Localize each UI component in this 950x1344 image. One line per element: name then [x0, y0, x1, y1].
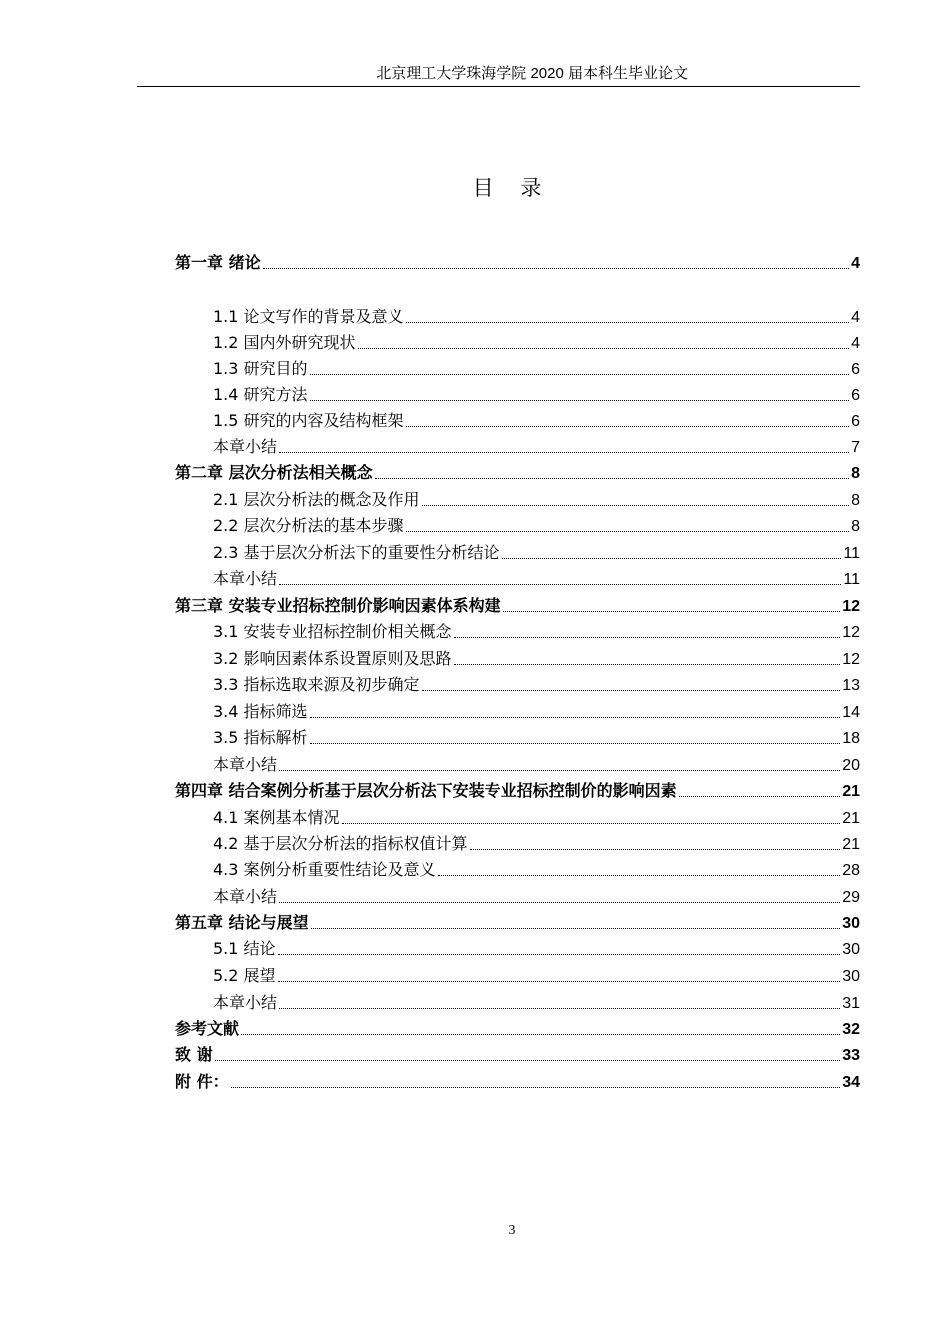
toc-entry-label: 4.1 案例基本情况	[213, 808, 340, 827]
toc-dot-leader	[438, 875, 841, 876]
toc-entry-page: 11	[843, 571, 860, 588]
toc-dot-leader	[422, 690, 841, 691]
toc-section-entry[interactable]	[213, 304, 860, 330]
toc-dot-leader	[503, 611, 841, 612]
toc-entry-page: 12	[842, 651, 860, 668]
toc-dot-leader	[310, 400, 850, 401]
toc-entry-page: 8	[851, 465, 860, 482]
toc-dot-leader	[311, 928, 841, 929]
toc-entry-label: 3.5 指标解析	[213, 728, 308, 747]
toc-dot-leader	[454, 664, 841, 665]
running-header: 北京理工大学珠海学院 2020 届本科生毕业论文	[376, 65, 688, 82]
toc-section-entry[interactable]	[213, 672, 860, 698]
toc-section-entry[interactable]	[213, 382, 860, 408]
toc-section-entry[interactable]	[213, 646, 860, 672]
toc-entry-page: 30	[842, 941, 860, 958]
toc-section-entry[interactable]	[213, 805, 860, 831]
toc-dot-leader	[279, 584, 841, 585]
page-number: 3	[508, 1223, 516, 1238]
toc-entry-page: 21	[842, 836, 860, 853]
toc-entry-page: 20	[842, 757, 860, 774]
toc-chapter-entry[interactable]	[175, 778, 860, 804]
toc-dot-leader	[279, 452, 849, 453]
toc-entry-page: 4	[851, 309, 860, 326]
toc-dot-leader	[342, 823, 841, 824]
toc-section-entry[interactable]	[213, 831, 860, 857]
toc-entry-label: 2.1 层次分析法的概念及作用	[213, 490, 420, 509]
toc-dot-leader	[231, 1087, 841, 1088]
toc-entry-label: 致 谢	[175, 1045, 213, 1064]
toc-entry-label: 附 件：	[175, 1072, 229, 1091]
toc-dot-leader	[679, 796, 841, 797]
toc-dot-leader	[406, 322, 850, 323]
toc-section-entry[interactable]	[213, 487, 860, 513]
toc-dot-leader	[215, 1060, 841, 1061]
toc-entry-label: 4.2 基于层次分析法的指标权值计算	[213, 834, 468, 853]
toc-section-entry[interactable]	[213, 330, 860, 356]
toc-entry-label: 5.1 结论	[213, 939, 276, 958]
toc-entry-page: 30	[842, 915, 860, 932]
toc-entry-label: 第二章 层次分析法相关概念	[175, 463, 373, 482]
toc-entry-label: 2.3 基于层次分析法下的重要性分析结论	[213, 543, 500, 562]
toc-entry-page: 29	[842, 889, 860, 906]
toc-dot-leader	[310, 374, 850, 375]
toc-entry-label: 1.5 研究的内容及结构框架	[213, 411, 404, 430]
toc-dot-leader	[406, 426, 850, 427]
toc-entry-page: 6	[851, 413, 860, 430]
toc-section-entry[interactable]	[213, 857, 860, 883]
toc-dot-leader	[358, 348, 850, 349]
toc-entry-page: 6	[851, 387, 860, 404]
toc-dot-leader	[241, 1034, 840, 1035]
toc-entry-page: 32	[842, 1021, 860, 1038]
toc-entry-label: 本章小结	[213, 993, 278, 1012]
toc-section-entry[interactable]	[213, 699, 860, 725]
toc-section-entry[interactable]	[213, 619, 860, 645]
toc-dot-leader	[502, 558, 842, 559]
toc-dot-leader	[279, 770, 840, 771]
toc-entry-label: 第三章 安装专业招标控制价影响因素体系构建	[175, 596, 501, 615]
toc-entry-page: 8	[851, 492, 860, 509]
toc-dot-leader	[406, 531, 850, 532]
toc-entry-label: 1.1 论文写作的背景及意义	[213, 307, 404, 326]
toc-section-entry[interactable]	[213, 408, 860, 434]
toc-chapter-entry[interactable]	[175, 593, 860, 619]
toc-chapter-entry[interactable]	[175, 250, 860, 276]
toc-entry-page: 21	[842, 810, 860, 827]
toc-section-entry[interactable]	[213, 990, 860, 1016]
toc-dot-leader	[310, 717, 841, 718]
toc-entry-label: 2.2 层次分析法的基本步骤	[213, 516, 404, 535]
toc-dot-leader	[278, 954, 841, 955]
toc-entry-label: 5.2 展望	[213, 966, 276, 985]
toc-entry-label: 4.3 案例分析重要性结论及意义	[213, 860, 436, 879]
toc-entry-label: 本章小结	[213, 755, 278, 774]
toc-section-entry[interactable]	[213, 434, 860, 460]
toc-entry-page: 18	[842, 730, 860, 747]
toc-entry-label: 1.2 国内外研究现状	[213, 333, 356, 352]
toc-entry-label: 本章小结	[213, 569, 278, 588]
toc-entry-page: 7	[851, 439, 860, 456]
toc-entry-page: 12	[842, 598, 860, 615]
toc-entry-label: 3.4 指标筛选	[213, 702, 308, 721]
toc-dot-leader	[454, 637, 841, 638]
toc-dot-leader	[263, 268, 850, 269]
toc-entry-page: 4	[851, 335, 860, 352]
toc-section-entry[interactable]	[213, 356, 860, 382]
toc-entry-label: 1.4 研究方法	[213, 385, 308, 404]
toc-entry-page: 31	[842, 995, 860, 1012]
toc-section-entry[interactable]	[213, 963, 860, 989]
toc-entry-label: 3.3 指标选取来源及初步确定	[213, 675, 420, 694]
toc-entry-page: 21	[842, 783, 860, 800]
toc-entry-page: 34	[842, 1074, 860, 1091]
toc-dot-leader	[278, 981, 841, 982]
toc-entry-label: 3.1 安装专业招标控制价相关概念	[213, 622, 452, 641]
toc-entry-page: 13	[842, 677, 860, 694]
toc-entry-page: 11	[843, 545, 860, 562]
toc-entry-label: 第四章 结合案例分析基于层次分析法下安装专业招标控制价的影响因素	[175, 781, 677, 800]
toc-entry-page: 30	[842, 968, 860, 985]
toc-section-entry[interactable]	[213, 936, 860, 962]
toc-entry-page: 12	[842, 624, 860, 641]
toc-chapter-entry[interactable]	[175, 910, 860, 936]
toc-entry-label: 1.3 研究目的	[213, 359, 308, 378]
toc-entry-label: 本章小结	[213, 437, 278, 456]
toc-section-entry[interactable]	[213, 884, 860, 910]
toc-entry-label: 3.2 影响因素体系设置原则及思路	[213, 649, 452, 668]
toc-entry-label: 本章小结	[213, 887, 278, 906]
toc-entry-page: 14	[842, 704, 860, 721]
toc-dot-leader	[375, 478, 850, 479]
toc-entry-page: 6	[851, 361, 860, 378]
toc-dot-leader	[470, 849, 841, 850]
toc-entry-page: 8	[851, 518, 860, 535]
toc-dot-leader	[310, 743, 841, 744]
toc-section-entry[interactable]	[213, 513, 860, 539]
toc-entry-label: 第五章 结论与展望	[175, 913, 309, 932]
toc-chapter-entry[interactable]	[175, 1069, 860, 1095]
toc-entry-page: 28	[842, 862, 860, 879]
toc-entry-label: 参考文献	[175, 1019, 240, 1038]
header-rule	[137, 86, 860, 87]
toc-section-entry[interactable]	[213, 725, 860, 751]
toc-chapter-entry[interactable]	[175, 1042, 860, 1068]
toc-section-entry[interactable]	[213, 752, 860, 778]
toc-entry-page: 33	[842, 1047, 860, 1064]
toc-section-entry[interactable]	[213, 540, 860, 566]
toc-dot-leader	[279, 902, 840, 903]
toc-entry-page: 4	[851, 255, 860, 272]
toc-chapter-entry[interactable]	[175, 1016, 860, 1042]
toc-section-entry[interactable]	[213, 566, 860, 592]
toc-dot-leader	[422, 505, 850, 506]
toc-title: 目 录	[472, 176, 552, 200]
toc-chapter-entry[interactable]	[175, 460, 860, 486]
toc-dot-leader	[279, 1008, 840, 1009]
toc-entry-label: 第一章 绪论	[175, 253, 261, 272]
